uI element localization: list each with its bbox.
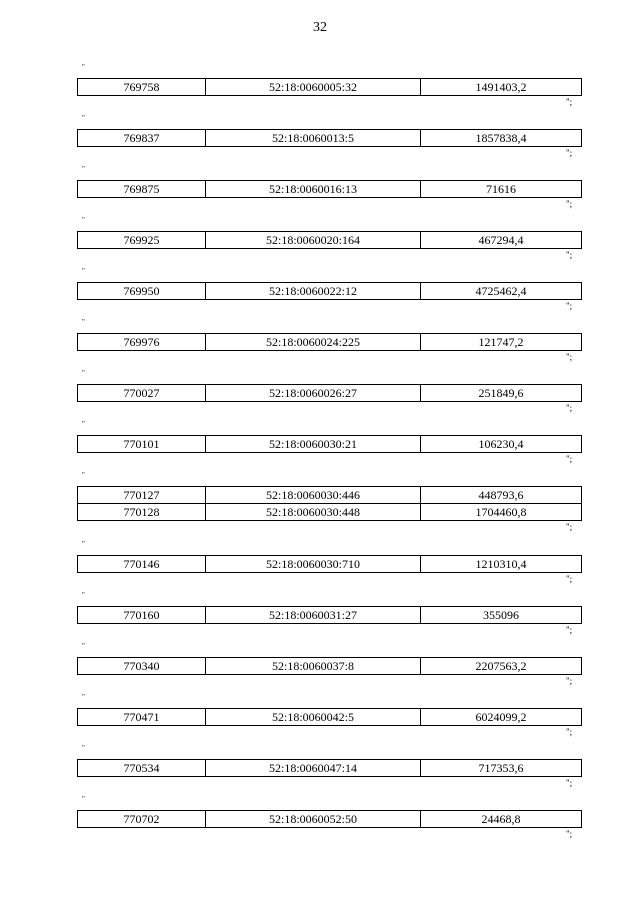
data-table: [77, 282, 582, 300]
data-table: [77, 78, 582, 96]
record-number-cell: 770128: [78, 504, 206, 521]
table-row: [78, 487, 582, 504]
cadastral-number-cell: 52:18:0060042:5: [206, 709, 421, 726]
cadastral-number-cell: 52:18:0060024:225: [206, 334, 421, 351]
open-quote-mark: ": [82, 540, 85, 548]
close-quote-mark: ";: [566, 148, 573, 158]
cadastral-number-cell: 52:18:0060016:13: [206, 181, 421, 198]
record-number-cell: 769976: [78, 334, 206, 351]
cadastral-number-cell: 52:18:0060047:14: [206, 760, 421, 777]
table-row: [78, 811, 582, 828]
data-table: [77, 708, 582, 726]
record-number-cell: 770160: [78, 607, 206, 624]
record-number-cell: 770340: [78, 658, 206, 675]
table-row: [78, 334, 582, 351]
close-quote-mark: ";: [566, 676, 573, 686]
cadastral-value-cell: 1704460,8: [421, 504, 582, 521]
cadastral-value-cell: 4725462,4: [421, 283, 582, 300]
cadastral-number-cell: 52:18:0060030:448: [206, 504, 421, 521]
table-row: [78, 556, 582, 573]
cadastral-value-cell: 1857838,4: [421, 130, 582, 147]
table-row: [78, 658, 582, 675]
open-quote-mark: ": [82, 318, 85, 326]
table-row: [78, 130, 582, 147]
data-table: [77, 231, 582, 249]
close-quote-mark: ";: [566, 574, 573, 584]
open-quote-mark: ": [82, 744, 85, 752]
open-quote-mark: ": [82, 267, 85, 275]
data-table: [77, 486, 582, 521]
record-number-cell: 770101: [78, 436, 206, 453]
table-row: [78, 607, 582, 624]
close-quote-mark: ";: [566, 301, 573, 311]
open-quote-mark: ": [82, 369, 85, 377]
open-quote-mark: ": [82, 795, 85, 803]
cadastral-value-cell: 717353,6: [421, 760, 582, 777]
close-quote-mark: ";: [566, 250, 573, 260]
close-quote-mark: ";: [566, 522, 573, 532]
table-row: [78, 181, 582, 198]
data-table: [77, 333, 582, 351]
cadastral-number-cell: 52:18:0060052:50: [206, 811, 421, 828]
cadastral-value-cell: 448793,6: [421, 487, 582, 504]
record-number-cell: 770702: [78, 811, 206, 828]
cadastral-value-cell: 121747,2: [421, 334, 582, 351]
open-quote-mark: ": [82, 471, 85, 479]
record-number-cell: 770127: [78, 487, 206, 504]
page-number: 32: [313, 20, 327, 35]
cadastral-value-cell: 71616: [421, 181, 582, 198]
cadastral-value-cell: 1210310,4: [421, 556, 582, 573]
close-quote-mark: ";: [566, 625, 573, 635]
close-quote-mark: ";: [566, 454, 573, 464]
data-table: [77, 384, 582, 402]
cadastral-value-cell: 24468,8: [421, 811, 582, 828]
data-table: [77, 657, 582, 675]
close-quote-mark: ";: [566, 199, 573, 209]
table-row: [78, 79, 582, 96]
cadastral-value-cell: 6024099,2: [421, 709, 582, 726]
open-quote-mark: ": [82, 642, 85, 650]
cadastral-number-cell: 52:18:0060030:21: [206, 436, 421, 453]
cadastral-number-cell: 52:18:0060026:27: [206, 385, 421, 402]
table-row: [78, 232, 582, 249]
table-row: [78, 385, 582, 402]
table-row: [78, 283, 582, 300]
record-number-cell: 770471: [78, 709, 206, 726]
table-row: [78, 436, 582, 453]
cadastral-number-cell: 52:18:0060031:27: [206, 607, 421, 624]
open-quote-mark: ": [82, 216, 85, 224]
record-number-cell: 770027: [78, 385, 206, 402]
record-number-cell: 770146: [78, 556, 206, 573]
data-table: [77, 129, 582, 147]
record-number-cell: 769950: [78, 283, 206, 300]
record-number-cell: 769875: [78, 181, 206, 198]
record-number-cell: 769837: [78, 130, 206, 147]
open-quote-mark: ": [82, 420, 85, 428]
record-number-cell: 770534: [78, 760, 206, 777]
close-quote-mark: ";: [566, 97, 573, 107]
open-quote-mark: ": [82, 591, 85, 599]
close-quote-mark: ";: [566, 829, 573, 839]
table-row: [78, 709, 582, 726]
data-table: [77, 759, 582, 777]
data-table: [77, 180, 582, 198]
cadastral-number-cell: 52:18:0060005:32: [206, 79, 421, 96]
cadastral-value-cell: 355096: [421, 607, 582, 624]
cadastral-number-cell: 52:18:0060030:710: [206, 556, 421, 573]
data-table: [77, 435, 582, 453]
close-quote-mark: ";: [566, 403, 573, 413]
cadastral-number-cell: 52:18:0060022:12: [206, 283, 421, 300]
record-number-cell: 769758: [78, 79, 206, 96]
record-number-cell: 769925: [78, 232, 206, 249]
table-row: [78, 504, 582, 521]
cadastral-value-cell: 1491403,2: [421, 79, 582, 96]
open-quote-mark: ": [82, 165, 85, 173]
cadastral-number-cell: 52:18:0060020:164: [206, 232, 421, 249]
data-table: [77, 555, 582, 573]
open-quote-mark: ": [82, 693, 85, 701]
cadastral-number-cell: 52:18:0060037:8: [206, 658, 421, 675]
close-quote-mark: ";: [566, 778, 573, 788]
cadastral-value-cell: 2207563,2: [421, 658, 582, 675]
close-quote-mark: ";: [566, 352, 573, 362]
cadastral-value-cell: 106230,4: [421, 436, 582, 453]
open-quote-mark: ": [82, 114, 85, 122]
data-table: [77, 606, 582, 624]
close-quote-mark: ";: [566, 727, 573, 737]
data-table: [77, 810, 582, 828]
cadastral-number-cell: 52:18:0060013:5: [206, 130, 421, 147]
table-row: [78, 760, 582, 777]
cadastral-number-cell: 52:18:0060030:446: [206, 487, 421, 504]
cadastral-value-cell: 251849,6: [421, 385, 582, 402]
open-quote-mark: ": [82, 63, 85, 71]
cadastral-value-cell: 467294,4: [421, 232, 582, 249]
